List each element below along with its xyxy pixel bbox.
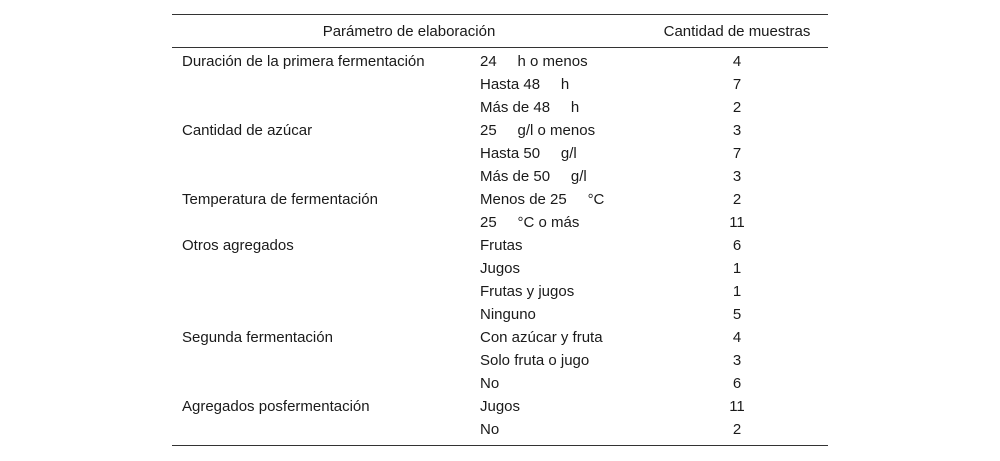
row-option: Ninguno	[480, 306, 536, 323]
row-count: 6	[732, 375, 742, 392]
row-option: No	[480, 421, 500, 438]
bottom-rule	[172, 445, 828, 446]
row-count: 3	[732, 352, 742, 369]
table-row	[172, 418, 828, 441]
table-body	[172, 48, 828, 445]
row-group: Segunda fermentación	[182, 329, 333, 346]
row-option: Hasta 48 h	[480, 76, 570, 93]
row-option: Más de 50 g/l	[480, 168, 587, 185]
samples-table	[172, 14, 828, 446]
row-option: Solo fruta o jugo	[480, 352, 590, 369]
row-option: No	[480, 375, 500, 392]
table-row	[172, 165, 828, 188]
row-count: 2	[732, 99, 742, 116]
table-row	[172, 234, 828, 257]
row-option: Hasta 50 g/l	[480, 145, 577, 162]
row-count: 4	[732, 53, 742, 70]
row-group: Duración de la primera fermentación	[182, 53, 425, 70]
row-count: 11	[729, 214, 745, 231]
table-row	[172, 349, 828, 372]
table-row	[172, 303, 828, 326]
row-option: Más de 48 h	[480, 99, 580, 116]
header-param: Parámetro de elaboración	[322, 22, 496, 40]
row-option: Menos de 25 °C	[480, 191, 605, 208]
table-row	[172, 257, 828, 280]
table-row	[172, 188, 828, 211]
row-count: 3	[732, 168, 742, 185]
row-count: 1	[732, 260, 742, 277]
row-count: 1	[732, 283, 742, 300]
row-option: Frutas y jugos	[480, 283, 575, 300]
row-option: Jugos	[480, 260, 521, 277]
row-option: Con azúcar y fruta	[480, 329, 603, 346]
row-group: Agregados posfermentación	[182, 398, 370, 415]
table-header	[172, 15, 828, 47]
row-count: 11	[729, 398, 745, 415]
table-row	[172, 73, 828, 96]
row-option: 25 g/l o menos	[480, 122, 596, 139]
table-row	[172, 372, 828, 395]
table-row	[172, 326, 828, 349]
row-count: 7	[732, 145, 742, 162]
table-row	[172, 211, 828, 234]
row-group: Otros agregados	[182, 237, 294, 254]
table-row	[172, 119, 828, 142]
table-row	[172, 142, 828, 165]
row-count: 5	[732, 306, 742, 323]
row-count: 4	[732, 329, 742, 346]
row-group: Cantidad de azúcar	[182, 122, 313, 139]
row-count: 3	[732, 122, 742, 139]
row-option: Jugos	[480, 398, 521, 415]
row-option: 24 h o menos	[480, 53, 588, 70]
row-count: 2	[732, 191, 742, 208]
row-option: Frutas	[480, 237, 523, 254]
row-count: 7	[732, 76, 742, 93]
row-count: 6	[732, 237, 742, 254]
row-option: 25 °C o más	[480, 214, 580, 231]
table-row	[172, 280, 828, 303]
header-count: Cantidad de muestras	[663, 22, 811, 40]
table-row	[172, 50, 828, 73]
row-group: Temperatura de fermentación	[182, 191, 378, 208]
table-row	[172, 96, 828, 119]
table-row	[172, 395, 828, 418]
row-count: 2	[732, 421, 742, 438]
